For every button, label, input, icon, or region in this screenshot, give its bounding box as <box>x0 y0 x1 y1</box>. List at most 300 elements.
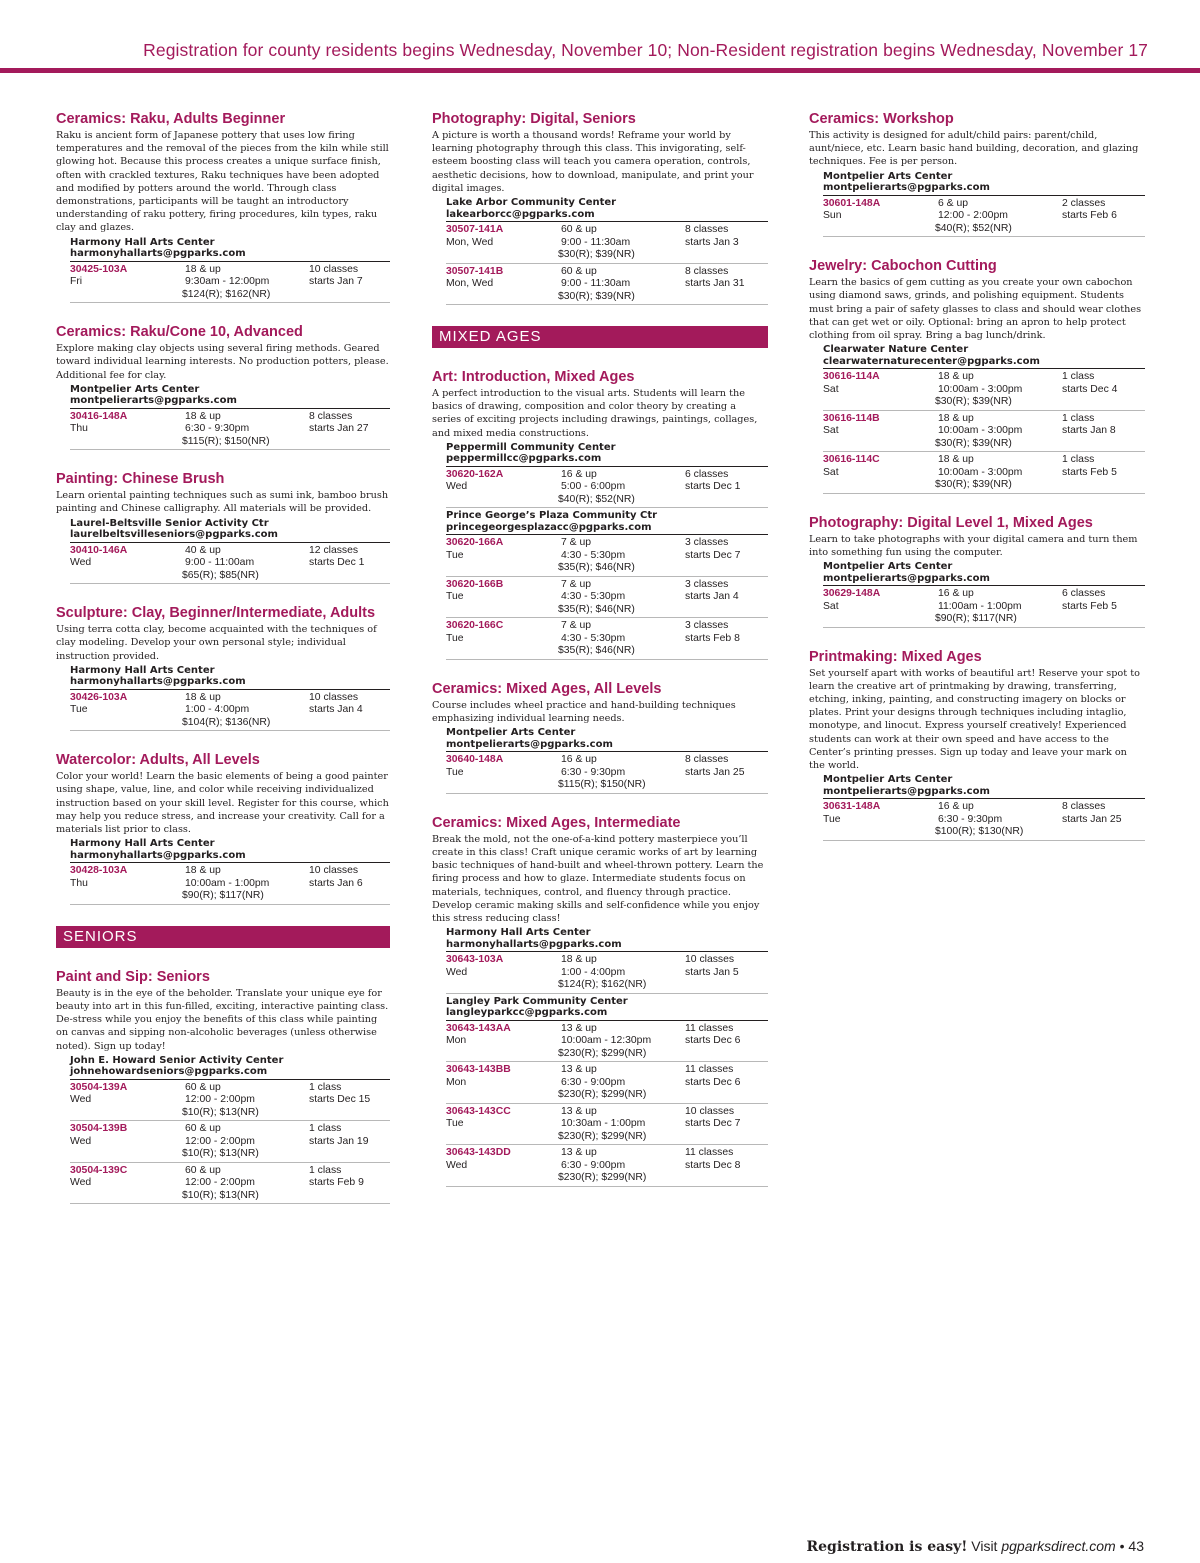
course-class-count: 8 classes <box>685 265 729 277</box>
course-day: Wed <box>70 1177 92 1189</box>
course-start-date: starts Dec 7 <box>685 1118 741 1130</box>
course-day: Thu <box>70 877 88 889</box>
course-class-count: 11 classes <box>685 1147 734 1159</box>
course-code[interactable]: 30643-143BB <box>446 1064 511 1076</box>
course-day: Tue <box>446 632 464 644</box>
course-code[interactable]: 30504-139A <box>70 1081 128 1093</box>
course-code[interactable]: 30643-103A <box>446 954 504 966</box>
course-fee: $30(R); $39(NR) <box>558 290 635 302</box>
course-fee: $115(R); $150(NR) <box>182 435 270 447</box>
course-fee: $30(R); $39(NR) <box>935 479 1012 491</box>
course-fee: $104(R); $136(NR) <box>182 716 271 728</box>
course-code[interactable]: 30631-148A <box>823 801 881 813</box>
course-title: Ceramics: Raku, Adults Beginner <box>56 111 286 127</box>
course-time: 1:00 - 4:00pm <box>561 966 626 978</box>
course-description: Raku is ancient form of Japanese pottery that uses low firing temperatures and the removal of the pieces from the kiln while still glowing hot. Because this process creates a unique surface finish, often with crackled textures, Raku techniques have been adopted and modified by potters around the world. Through class demonstrations, participants will be taught an introductory understanding of raku pottery, firing procedures, kiln types, raku clay and glazes. <box>56 130 389 234</box>
course-fee: $90(R); $117(NR) <box>182 890 264 902</box>
column-left <box>56 111 390 1204</box>
course-row <box>446 467 768 509</box>
course-ages: 16 & up <box>938 801 974 813</box>
course-section <box>809 515 1145 628</box>
location-name: Harmony Hall Arts Center <box>446 927 591 939</box>
course-section <box>809 111 1145 237</box>
course-ages: 7 & up <box>561 537 592 549</box>
course-ages: 7 & up <box>561 620 592 632</box>
course-day: Wed <box>446 966 468 978</box>
course-class-count: 11 classes <box>685 1064 734 1076</box>
course-code[interactable]: 30643-143AA <box>446 1022 511 1034</box>
location-block <box>432 197 768 305</box>
page-number: 43 <box>1128 1538 1144 1554</box>
section-spacer <box>432 660 768 681</box>
course-description: Learn the basics of gem cutting as you create your own cabochon using diamond saws, grinds, and polishing equipment. Students must bring a pair of safety glasses to class and should wear clothes that can get wet or oily. Optional: bring an apron to help protect clothing from oil spray. Bring a bag lunch/drink. <box>809 277 1142 341</box>
course-title: Ceramics: Raku/Cone 10, Advanced <box>56 324 303 341</box>
location-block <box>432 510 768 660</box>
course-class-count: 1 class <box>1062 454 1095 466</box>
course-ages: 7 & up <box>561 578 592 590</box>
footer-lead: Registration is easy! <box>806 1539 968 1555</box>
course-fee: $115(R); $150(NR) <box>558 779 646 791</box>
course-fee: $35(R); $46(NR) <box>558 562 635 574</box>
course-ages: 60 & up <box>561 265 597 277</box>
course-title: Watercolor: Adults, All Levels <box>56 752 260 769</box>
course-day: Sun <box>823 210 842 222</box>
course-start-date: starts Jan 8 <box>1062 425 1116 437</box>
location-email[interactable]: laurelbeltsvilleseniors@pgparks.com <box>70 529 390 543</box>
course-day: Fri <box>70 276 83 288</box>
course-time: 10:30am - 1:00pm <box>561 1118 646 1130</box>
course-day: Sat <box>823 425 839 437</box>
course-fee: $40(R); $52(NR) <box>558 493 635 505</box>
section-spacer <box>56 905 390 926</box>
course-row <box>70 863 390 905</box>
course-code[interactable]: 30428-103A <box>70 865 128 877</box>
course-day: Wed <box>446 481 468 493</box>
course-section <box>432 815 768 1187</box>
course-fee: $10(R); $13(NR) <box>182 1106 259 1118</box>
location-email[interactable]: harmonyhallarts@pgparks.com <box>70 676 390 690</box>
course-ages: 13 & up <box>561 1022 597 1034</box>
course-start-date: starts Jan 19 <box>309 1135 369 1147</box>
course-description: A perfect introduction to the visual arts. Students will learn the basics of drawing, composition and color theory by creating a series of exciting projects including drawings, paintings, collages, and mixed media constructions. <box>432 388 758 439</box>
course-row <box>446 952 768 994</box>
course-time: 5:00 - 6:00pm <box>561 481 626 493</box>
course-time: 12:00 - 2:00pm <box>938 210 1008 222</box>
section-spacer <box>56 731 390 752</box>
course-time: 6:30 - 9:00pm <box>561 1076 626 1088</box>
course-fee: $100(R); $130(NR) <box>935 826 1024 838</box>
course-ages: 16 & up <box>561 468 597 480</box>
course-title: Printmaking: Mixed Ages <box>809 648 982 665</box>
course-code[interactable]: 30504-139C <box>70 1164 128 1176</box>
course-ages: 60 & up <box>561 224 597 236</box>
course-class-count: 11 classes <box>685 1022 734 1034</box>
course-section <box>56 324 390 450</box>
course-start-date: starts Feb 5 <box>1062 466 1117 478</box>
course-section <box>809 258 1145 494</box>
course-code[interactable]: 30601-148A <box>823 197 881 209</box>
course-start-date: starts Jan 25 <box>1062 813 1122 825</box>
course-code[interactable]: 30426-103A <box>70 691 128 703</box>
course-day: Mon <box>446 1035 467 1047</box>
course-row <box>823 196 1145 238</box>
course-class-count: 2 classes <box>1062 197 1106 209</box>
location-block <box>56 518 390 585</box>
section-spacer <box>432 305 768 326</box>
course-code[interactable]: 30507-141B <box>446 265 504 277</box>
course-start-date: starts Dec 8 <box>685 1159 741 1171</box>
course-start-date: starts Jan 5 <box>685 966 739 978</box>
course-day: Wed <box>70 1094 92 1106</box>
footer-separator: • <box>1115 1538 1129 1554</box>
course-section <box>432 681 768 794</box>
course-day: Tue <box>446 1118 464 1130</box>
location-email[interactable]: clearwaternaturecenter@pgparks.com <box>823 356 1145 370</box>
location-block <box>56 665 390 732</box>
course-ages: 13 & up <box>561 1064 597 1076</box>
section-spacer <box>56 303 390 324</box>
course-class-count: 10 classes <box>685 954 735 966</box>
course-time: 10:00am - 3:00pm <box>938 383 1023 395</box>
course-section <box>56 471 390 584</box>
course-day: Tue <box>446 591 464 603</box>
course-code[interactable]: 30416-148A <box>70 410 128 422</box>
location-block <box>56 838 390 905</box>
course-time: 6:30 - 9:30pm <box>561 766 626 778</box>
course-fee: $124(R); $162(NR) <box>558 979 647 991</box>
section-spacer <box>56 948 390 969</box>
location-name: Clearwater Nature Center <box>823 344 969 356</box>
course-time: 4:30 - 5:30pm <box>561 549 626 561</box>
course-time: 9:00 - 11:30am <box>561 236 631 248</box>
course-title: Photography: Digital Level 1, Mixed Ages <box>809 514 1093 531</box>
course-day: Mon <box>446 1076 467 1088</box>
course-day: Tue <box>446 766 464 778</box>
course-title: Ceramics: Mixed Ages, All Levels <box>432 680 662 697</box>
course-class-count: 1 class <box>309 1081 342 1093</box>
course-start-date: starts Jan 7 <box>309 276 363 288</box>
course-section <box>56 605 390 731</box>
course-row <box>446 618 768 660</box>
course-time: 1:00 - 4:00pm <box>185 704 250 716</box>
course-code[interactable]: 30620-166A <box>446 537 504 549</box>
course-ages: 16 & up <box>561 754 597 766</box>
location-block <box>432 442 768 509</box>
course-description: Color your world! Learn the basic elements of being a good painter using shape, value, line, and color while receiving individualized instruction based on your skill level. Register for this course, which may help you reduce stress, and increase your creativity. Call for a materials list prior to class. <box>56 771 389 836</box>
course-class-count: 8 classes <box>1062 801 1106 813</box>
location-name: Montpelier Arts Center <box>823 774 953 786</box>
course-row <box>823 799 1145 841</box>
location-name: Harmony Hall Arts Center <box>70 664 215 676</box>
course-class-count: 6 classes <box>1062 588 1106 600</box>
course-start-date: starts Jan 31 <box>685 278 745 290</box>
course-day: Mon, Wed <box>446 236 494 248</box>
course-start-date: starts Feb 6 <box>1062 210 1117 222</box>
course-row <box>70 543 390 585</box>
course-start-date: starts Feb 5 <box>1062 600 1117 612</box>
course-start-date: starts Jan 4 <box>309 704 363 716</box>
course-start-date: starts Dec 15 <box>309 1094 371 1106</box>
location-name: Montpelier Arts Center <box>446 727 576 739</box>
course-day: Wed <box>446 1159 468 1171</box>
course-code[interactable]: 30507-141A <box>446 224 504 236</box>
course-ages: 6 & up <box>938 197 969 209</box>
location-email[interactable]: montpelierarts@pgparks.com <box>446 739 768 753</box>
course-fee: $40(R); $52(NR) <box>935 222 1012 234</box>
course-description: Break the mold, not the one-of-a-kind pottery masterpiece you’ll create in this class! Craft unique ceramic works of art by learning basic techniques of hand-built and wheel-thrown pottery. Learn the firing process and how to glaze. Intermediate students focus on materials, techniques, control, and fluency through practice. Develop ceramic making skills and self-confidence while you enjoy this stress reducing class! <box>432 833 764 924</box>
course-ages: 60 & up <box>185 1164 221 1176</box>
course-fee: $30(R); $39(NR) <box>935 437 1012 449</box>
course-row <box>446 577 768 619</box>
course-description: Beauty is in the eye of the beholder. Translate your unique eye for beauty into art in this fun-filled, exciting, interactive painting class. De-stress while you enjoy the benefits of this class while painting on canvas and sipping non-alcoholic beverages (unless otherwise noted). Sign up today! <box>56 987 389 1052</box>
course-section <box>432 369 768 660</box>
footer-visit: Visit <box>967 1538 1002 1554</box>
course-class-count: 8 classes <box>685 224 729 236</box>
course-class-count: 3 classes <box>685 578 729 590</box>
course-ages: 18 & up <box>938 412 974 424</box>
section-spacer <box>432 794 768 815</box>
course-day: Sat <box>823 466 839 478</box>
location-email[interactable]: princegeorgesplazacc@pgparks.com <box>446 522 768 536</box>
course-class-count: 8 classes <box>685 754 729 766</box>
course-time: 10:00am - 3:00pm <box>938 425 1023 437</box>
course-code[interactable]: 30410-146A <box>70 544 128 556</box>
course-code[interactable]: 30620-162A <box>446 468 504 480</box>
course-row <box>446 535 768 577</box>
location-name: Prince George’s Plaza Community Ctr <box>446 510 658 522</box>
location-block <box>56 384 390 451</box>
course-code[interactable]: 30616-114B <box>823 412 880 424</box>
course-fee: $10(R); $13(NR) <box>182 1148 259 1160</box>
course-fee: $90(R); $117(NR) <box>935 613 1017 625</box>
course-row <box>446 1104 768 1146</box>
location-block <box>56 237 390 304</box>
course-row <box>823 586 1145 628</box>
course-code[interactable]: 30620-166B <box>446 578 504 590</box>
course-fee: $230(R); $299(NR) <box>558 1089 647 1101</box>
course-row <box>70 1080 390 1122</box>
footer-url[interactable]: pgparksdirect.com <box>1001 1538 1116 1554</box>
location-name: Montpelier Arts Center <box>70 383 200 395</box>
location-email[interactable]: montpelierarts@pgparks.com <box>823 573 1145 587</box>
course-class-count: 12 classes <box>309 544 359 556</box>
course-day: Tue <box>70 704 88 716</box>
course-day: Tue <box>446 549 464 561</box>
course-code[interactable]: 30643-143CC <box>446 1105 511 1117</box>
course-fee: $230(R); $299(NR) <box>558 1047 647 1059</box>
location-email[interactable]: montpelierarts@pgparks.com <box>70 395 390 409</box>
course-row <box>70 262 390 304</box>
location-email[interactable]: langleyparkcc@pgparks.com <box>446 1007 768 1021</box>
course-class-count: 1 class <box>1062 412 1095 424</box>
course-ages: 18 & up <box>938 371 974 383</box>
course-class-count: 6 classes <box>685 468 729 480</box>
course-fee: $124(R); $162(NR) <box>182 288 271 300</box>
location-email[interactable]: harmonyhallarts@pgparks.com <box>70 248 390 262</box>
course-ages: 18 & up <box>185 691 221 703</box>
location-email[interactable]: harmonyhallarts@pgparks.com <box>70 850 390 864</box>
location-block <box>809 774 1145 841</box>
course-code[interactable]: 30629-148A <box>823 588 881 600</box>
course-section <box>432 111 768 305</box>
course-fee: $35(R); $46(NR) <box>558 603 635 615</box>
course-class-count: 10 classes <box>309 691 359 703</box>
course-time: 12:00 - 2:00pm <box>185 1135 255 1147</box>
course-title: Jewelry: Cabochon Cutting <box>809 258 997 275</box>
course-row <box>823 452 1145 494</box>
location-name: Lake Arbor Community Center <box>446 197 617 209</box>
course-section <box>56 752 390 905</box>
course-class-count: 10 classes <box>309 865 359 877</box>
course-code[interactable]: 30504-139B <box>70 1123 128 1135</box>
course-start-date: starts Feb 9 <box>309 1177 364 1189</box>
course-start-date: starts Dec 1 <box>309 557 365 569</box>
course-code[interactable]: 30640-148A <box>446 754 504 766</box>
course-time: 10:00am - 1:00pm <box>185 877 270 889</box>
location-email[interactable]: montpelierarts@pgparks.com <box>823 182 1145 196</box>
course-row <box>70 690 390 732</box>
course-code[interactable]: 30643-143DD <box>446 1147 511 1159</box>
course-description: Explore making clay objects using several firing methods. Geared toward individual learning interests. No production potters, please. Additional fee for clay. <box>56 343 389 381</box>
course-description: Using terra cotta clay, become acquainted with the techniques of clay modeling. Develop your own personal style; individual instruction provided. <box>56 624 377 662</box>
course-day: Thu <box>70 423 88 435</box>
course-ages: 18 & up <box>185 410 221 422</box>
page-header <box>0 0 1200 78</box>
course-day: Wed <box>70 1135 92 1147</box>
course-class-count: 10 classes <box>685 1105 735 1117</box>
course-description: A picture is worth a thousand words! Reframe your world by learning photography through this class. This invigorating, self-esteem boosting class will teach you camera operation, controls, aesthetic decisions, how to download, manipulate, and print your digital images. <box>432 130 754 194</box>
course-start-date: starts Feb 8 <box>685 632 740 644</box>
course-row <box>446 1145 768 1187</box>
course-code[interactable]: 30616-114C <box>823 454 880 466</box>
location-name: Peppermill Community Center <box>446 441 616 453</box>
course-description: Course includes wheel practice and hand-building techniques emphasizing individual learning needs. <box>432 699 736 725</box>
course-ages: 60 & up <box>185 1081 221 1093</box>
course-fee: $65(R); $85(NR) <box>182 569 259 581</box>
course-time: 6:30 - 9:30pm <box>938 813 1003 825</box>
location-name: Montpelier Arts Center <box>823 561 953 573</box>
course-time: 6:30 - 9:00pm <box>561 1159 626 1171</box>
location-block <box>56 1055 390 1205</box>
course-section <box>56 111 390 303</box>
course-day: Sat <box>823 600 839 612</box>
course-title: Ceramics: Mixed Ages, Intermediate <box>432 814 681 831</box>
location-name: Langley Park Community Center <box>446 995 628 1007</box>
course-class-count: 10 classes <box>309 263 359 275</box>
location-block <box>432 927 768 994</box>
course-title: Paint and Sip: Seniors <box>56 968 210 985</box>
course-start-date: starts Jan 4 <box>685 591 739 603</box>
section-spacer <box>809 628 1145 649</box>
course-day: Tue <box>823 813 841 825</box>
course-code[interactable]: 30425-103A <box>70 263 128 275</box>
location-email[interactable]: harmonyhallarts@pgparks.com <box>446 939 768 953</box>
course-day: Sat <box>823 383 839 395</box>
course-description: Learn to take photographs with your digital camera and turn them into something fun using the computer. <box>809 533 1138 558</box>
course-class-count: 1 class <box>309 1164 342 1176</box>
location-block <box>432 727 768 794</box>
course-time: 4:30 - 5:30pm <box>561 632 626 644</box>
course-time: 9:00 - 11:00am <box>185 557 255 569</box>
course-time: 4:30 - 5:30pm <box>561 591 626 603</box>
course-fee: $230(R); $299(NR) <box>558 1130 647 1142</box>
course-fee: $35(R); $46(NR) <box>558 645 635 657</box>
course-ages: 18 & up <box>185 865 221 877</box>
section-spacer <box>809 237 1145 258</box>
course-start-date: starts Jan 3 <box>685 236 739 248</box>
course-fee: $10(R); $13(NR) <box>182 1189 259 1201</box>
course-code[interactable]: 30616-114A <box>823 371 880 383</box>
course-row <box>446 1021 768 1063</box>
course-start-date: starts Dec 6 <box>685 1035 741 1047</box>
course-class-count: 8 classes <box>309 410 353 422</box>
course-row <box>70 1163 390 1205</box>
course-start-date: starts Dec 4 <box>1062 383 1118 395</box>
column-middle <box>432 111 768 1187</box>
course-row <box>70 409 390 451</box>
location-email[interactable]: johnehowardseniors@pgparks.com <box>70 1066 390 1080</box>
course-start-date: starts Dec 7 <box>685 549 741 561</box>
course-code[interactable]: 30620-166C <box>446 620 504 632</box>
course-row <box>823 369 1145 411</box>
course-fee: $30(R); $39(NR) <box>935 396 1012 408</box>
course-start-date: starts Jan 25 <box>685 766 745 778</box>
location-name: John E. Howard Senior Activity Center <box>70 1054 284 1066</box>
course-row <box>446 222 768 264</box>
course-ages: 18 & up <box>561 954 597 966</box>
course-time: 11:00am - 1:00pm <box>938 600 1022 612</box>
course-title: Art: Introduction, Mixed Ages <box>432 369 635 386</box>
course-ages: 18 & up <box>185 263 221 275</box>
course-start-date: starts Dec 6 <box>685 1076 741 1088</box>
course-ages: 40 & up <box>185 544 221 556</box>
course-row <box>70 1121 390 1163</box>
location-email[interactable]: lakearborcc@pgparks.com <box>446 209 768 223</box>
course-description: Learn oriental painting techniques such as sumi ink, bamboo brush painting and Chinese calligraphy. All materials will be provided. <box>56 490 389 515</box>
course-title: Sculpture: Clay, Beginner/Intermediate, Adults <box>56 605 376 622</box>
registration-dates-banner: Registration for county residents begins Wednesday, November 10; Non-Resident registration begins Wednesday, November 17 <box>143 40 1148 60</box>
course-row <box>446 1062 768 1104</box>
course-section <box>56 969 390 1205</box>
location-email[interactable]: peppermillcc@pgparks.com <box>446 453 768 467</box>
column-right <box>809 111 1145 841</box>
header-rule <box>0 68 1200 73</box>
course-fee: $30(R); $39(NR) <box>558 249 635 261</box>
location-name: Laurel-Beltsville Senior Activity Ctr <box>70 517 269 529</box>
course-section <box>809 649 1145 841</box>
location-name: Harmony Hall Arts Center <box>70 838 215 850</box>
course-row <box>446 752 768 794</box>
section-spacer <box>56 584 390 605</box>
location-block <box>432 996 768 1187</box>
course-ages: 13 & up <box>561 1147 597 1159</box>
course-class-count: 3 classes <box>685 620 729 632</box>
location-email[interactable]: montpelierarts@pgparks.com <box>823 786 1145 800</box>
section-spacer <box>432 348 768 369</box>
course-time: 12:00 - 2:00pm <box>185 1177 255 1189</box>
course-ages: 18 & up <box>938 454 974 466</box>
location-block <box>809 171 1145 238</box>
course-time: 10:00am - 3:00pm <box>938 466 1023 478</box>
section-band: SENIORS <box>56 926 390 948</box>
course-start-date: starts Jan 6 <box>309 877 363 889</box>
course-time: 9:00 - 11:30am <box>561 278 631 290</box>
section-band: MIXED AGES <box>432 326 768 348</box>
course-time: 12:00 - 2:00pm <box>185 1094 255 1106</box>
location-name: Montpelier Arts Center <box>823 170 953 182</box>
course-day: Wed <box>70 557 92 569</box>
page-footer <box>807 1538 1144 1555</box>
